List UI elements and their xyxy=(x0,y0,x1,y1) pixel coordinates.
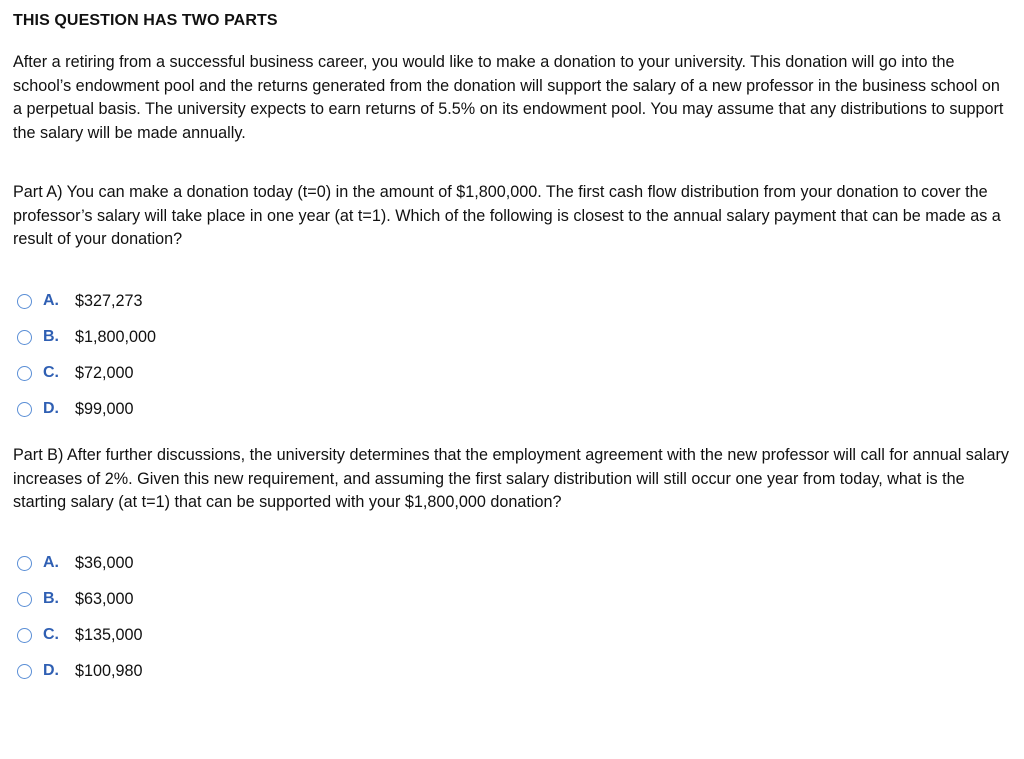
radio-button[interactable] xyxy=(17,366,32,381)
radio-button[interactable] xyxy=(17,592,32,607)
option-letter: A. xyxy=(43,292,59,309)
part-b-option-b[interactable] xyxy=(17,581,417,617)
option-letter: B. xyxy=(43,328,59,345)
intro-paragraph: After a retiring from a successful business career, you would like to make a donation to your university. This donation will go into the school’s endowment pool and the returns generated from the donation will support the salary of a new professor in the business school on a perpetual basis. The university expects to earn returns of 5.5% on its endowment pool. You may assume that any distributions to support the salary will be made annually. xyxy=(13,53,1004,142)
part-b-option-c[interactable] xyxy=(17,617,417,653)
part-b-options xyxy=(17,545,417,689)
option-letter: D. xyxy=(43,662,59,679)
part-a-option-b[interactable] xyxy=(17,319,417,355)
radio-button[interactable] xyxy=(17,556,32,571)
option-letter: C. xyxy=(43,626,59,643)
option-letter: C. xyxy=(43,364,59,381)
option-value: $99,000 xyxy=(75,399,134,418)
option-value: $135,000 xyxy=(75,625,143,644)
part-a-options xyxy=(17,283,417,427)
radio-button[interactable] xyxy=(17,664,32,679)
option-value: $72,000 xyxy=(75,363,134,382)
option-value: $327,273 xyxy=(75,291,143,310)
option-letter: A. xyxy=(43,554,59,571)
option-value: $1,800,000 xyxy=(75,327,157,346)
option-value: $100,980 xyxy=(75,661,143,680)
part-b-option-d[interactable] xyxy=(17,653,417,689)
option-value: $63,000 xyxy=(75,589,134,608)
radio-button[interactable] xyxy=(17,330,32,345)
part-a-question: Part A) You can make a donation today (t=0) in the amount of $1,800,000. The first cash flow distribution from your donation to cover the professor’s salary will take place in one year (at t=1). Which of the following is closest to the annual salary payment that can be made as a result of your donation? xyxy=(13,183,1001,248)
part-a-option-a[interactable] xyxy=(17,283,417,319)
question-heading: THIS QUESTION HAS TWO PARTS xyxy=(13,12,278,29)
radio-button[interactable] xyxy=(17,628,32,643)
part-a-option-c[interactable] xyxy=(17,355,417,391)
option-letter: B. xyxy=(43,590,59,607)
part-a-option-d[interactable] xyxy=(17,391,417,427)
option-value: $36,000 xyxy=(75,553,134,572)
radio-button[interactable] xyxy=(17,294,32,309)
radio-button[interactable] xyxy=(17,402,32,417)
option-letter: D. xyxy=(43,400,59,417)
part-b-question: Part B) After further discussions, the university determines that the employment agreement with the new professor will call for annual salary increases of 2%. Given this new requirement, and assuming the first salary distribution will still occur one year from today, what is the starting salary (at t=1) that can be supported with your $1,800,000 donation? xyxy=(13,446,1009,511)
part-b-option-a[interactable] xyxy=(17,545,417,581)
